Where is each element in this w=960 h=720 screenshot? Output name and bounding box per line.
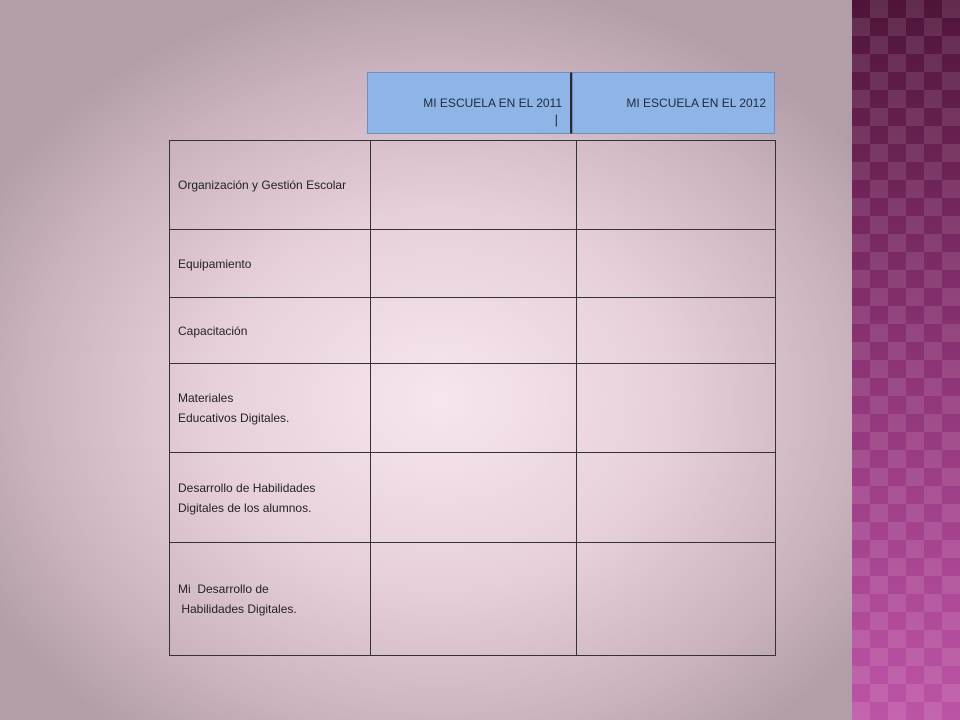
- table-header: [367, 72, 775, 134]
- row-label-capacitacion[interactable]: Capacitación: [170, 298, 371, 364]
- cell-2012-equipamiento[interactable]: [577, 230, 776, 298]
- table-row: [170, 453, 776, 543]
- header-label-2012: MI ESCUELA EN EL 2012: [626, 96, 766, 110]
- row-label-mi-desarrollo[interactable]: Mi Desarrollo de Habilidades Digitales.: [170, 543, 371, 656]
- cell-2011-organizacion[interactable]: [371, 141, 577, 230]
- cell-2012-mi-desarrollo[interactable]: [577, 543, 776, 656]
- cell-2012-organizacion[interactable]: [577, 141, 776, 230]
- row-label-habilidades-alumnos[interactable]: Desarrollo de Habilidades Digitales de los alumnos.: [170, 453, 371, 543]
- header-cell-2011[interactable]: [367, 72, 572, 134]
- cell-2011-mi-desarrollo[interactable]: [371, 543, 577, 656]
- cell-2012-materiales[interactable]: [577, 364, 776, 453]
- table-row: [170, 364, 776, 453]
- table-row: [170, 141, 776, 230]
- row-label-organizacion[interactable]: Organización y Gestión Escolar: [170, 141, 371, 230]
- table-row: [170, 543, 776, 656]
- evaluation-table: [169, 140, 776, 656]
- cell-2011-capacitacion[interactable]: [371, 298, 577, 364]
- header-cell-2012[interactable]: [572, 72, 775, 134]
- cell-2011-habilidades-alumnos[interactable]: [371, 453, 577, 543]
- text-cursor: |: [554, 112, 558, 127]
- table-row: [170, 230, 776, 298]
- cell-2011-equipamiento[interactable]: [371, 230, 577, 298]
- cell-2012-capacitacion[interactable]: [577, 298, 776, 364]
- row-label-materiales[interactable]: Materiales Educativos Digitales.: [170, 364, 371, 453]
- cell-2012-habilidades-alumnos[interactable]: [577, 453, 776, 543]
- cell-2011-materiales[interactable]: [371, 364, 577, 453]
- header-label-2011: MI ESCUELA EN EL 2011: [423, 96, 562, 110]
- decorative-side-band: [852, 0, 960, 720]
- table-row: [170, 298, 776, 364]
- row-label-equipamiento[interactable]: Equipamiento: [170, 230, 371, 298]
